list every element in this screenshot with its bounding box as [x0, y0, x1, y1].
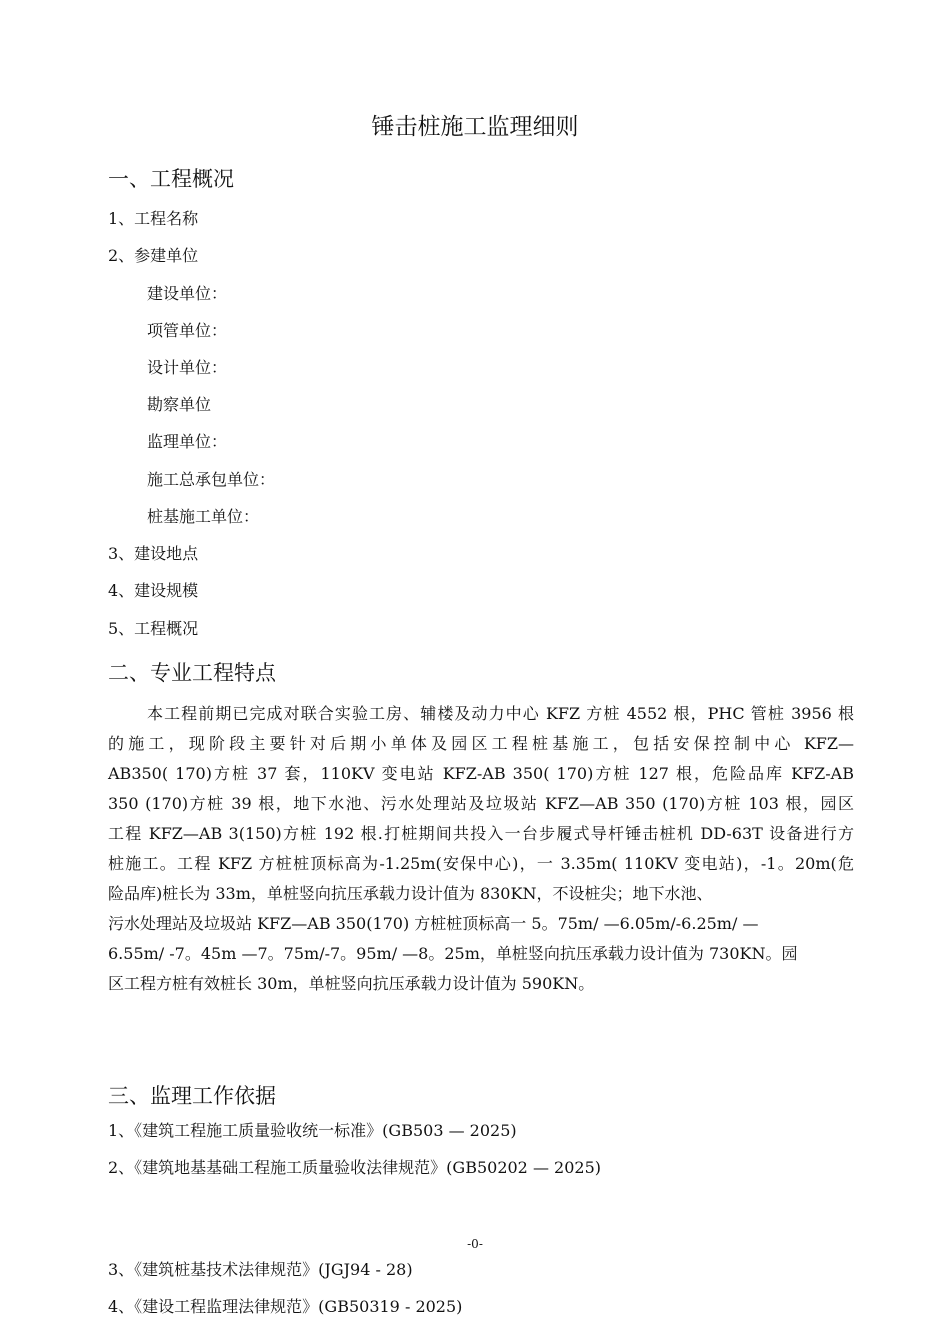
page-number: -0-	[467, 1237, 483, 1251]
unit-item: 监理单位：	[147, 432, 228, 451]
list-item: 2、参建单位	[108, 246, 199, 265]
reference-item: 1、《建筑工程施工质量验收统一标准》(GB503 — 2025)	[108, 1121, 517, 1140]
list-item: 4、建设规模	[108, 581, 199, 600]
paragraph-line: 险品库)桩长为 33m，单桩竖向抗压承载力设计值为 830KN，不设桩尖；地下水池、	[108, 884, 713, 903]
paragraph-line: 工程 KFZ—AB 3(150)方桩 192 根.打桩期间共投入一台步履式导杆锤击桩机 DD-63T 设备进行方	[108, 824, 854, 843]
paragraph-line: 6.55m/ -7。45m —7。75m/-7。95m/ —8。25m，单桩竖向抗压承载力设计值为 730KN。园	[108, 944, 798, 963]
section-heading-1: 一、工程概况	[108, 167, 234, 191]
section-heading-2: 二、专业工程特点	[108, 661, 276, 685]
paragraph-line: AB350( 170)方桩 37 套，110KV 变电站 KFZ-AB 350( 170)方桩 127 根，危险品库 KFZ-AB	[108, 764, 854, 783]
paragraph-line: 桩施工。工程 KFZ 方桩桩顶标高为-1.25m(安保中心)，一 3.35m( 110KV 变电站)，-1。20m(危	[108, 854, 854, 873]
unit-item: 建设单位：	[147, 284, 228, 303]
reference-item: 4、《建设工程监理法律规范》(GB50319 - 2025)	[108, 1297, 463, 1316]
unit-item: 勘察单位	[147, 395, 212, 414]
list-item: 3、建设地点	[108, 544, 199, 563]
unit-item: 项管单位：	[147, 321, 228, 340]
unit-item: 桩基施工单位：	[147, 507, 260, 526]
paragraph-line: 本工程前期已完成对联合实验工房、辅楼及动力中心 KFZ 方桩 4552 根，PHC 管桩 3956 根	[147, 704, 854, 723]
paragraph-line: 区工程方桩有效桩长 30m，单桩竖向抗压承载力设计值为 590KN。	[108, 974, 595, 993]
reference-item: 2、《建筑地基基础工程施工质量验收法律规范》(GB50202 — 2025)	[108, 1158, 601, 1177]
unit-item: 施工总承包单位：	[147, 470, 276, 489]
paragraph-line: 的施工，现阶段主要针对后期小单体及园区工程桩基施工，包括安保控制中心 KFZ—	[108, 734, 854, 753]
section-2-paragraph	[108, 699, 854, 999]
list-item: 1、工程名称	[108, 209, 199, 228]
list-item: 5、工程概况	[108, 619, 199, 638]
unit-item: 设计单位：	[147, 358, 228, 377]
paragraph-line: 污水处理站及垃圾站 KFZ—AB 350(170) 方桩桩顶标高一 5。75m/ —6.05m/-6.25m/ —	[108, 914, 759, 933]
paragraph-line: 350 (170)方桩 39 根，地下水池、污水处理站及垃圾站 KFZ—AB 350 (170)方桩 103 根，园区	[108, 794, 854, 813]
document-title: 锤击桩施工监理细则	[371, 114, 579, 140]
reference-item: 3、《建筑桩基技术法律规范》(JGJ94 - 28)	[108, 1260, 413, 1279]
section-heading-3: 三、监理工作依据	[108, 1084, 276, 1108]
